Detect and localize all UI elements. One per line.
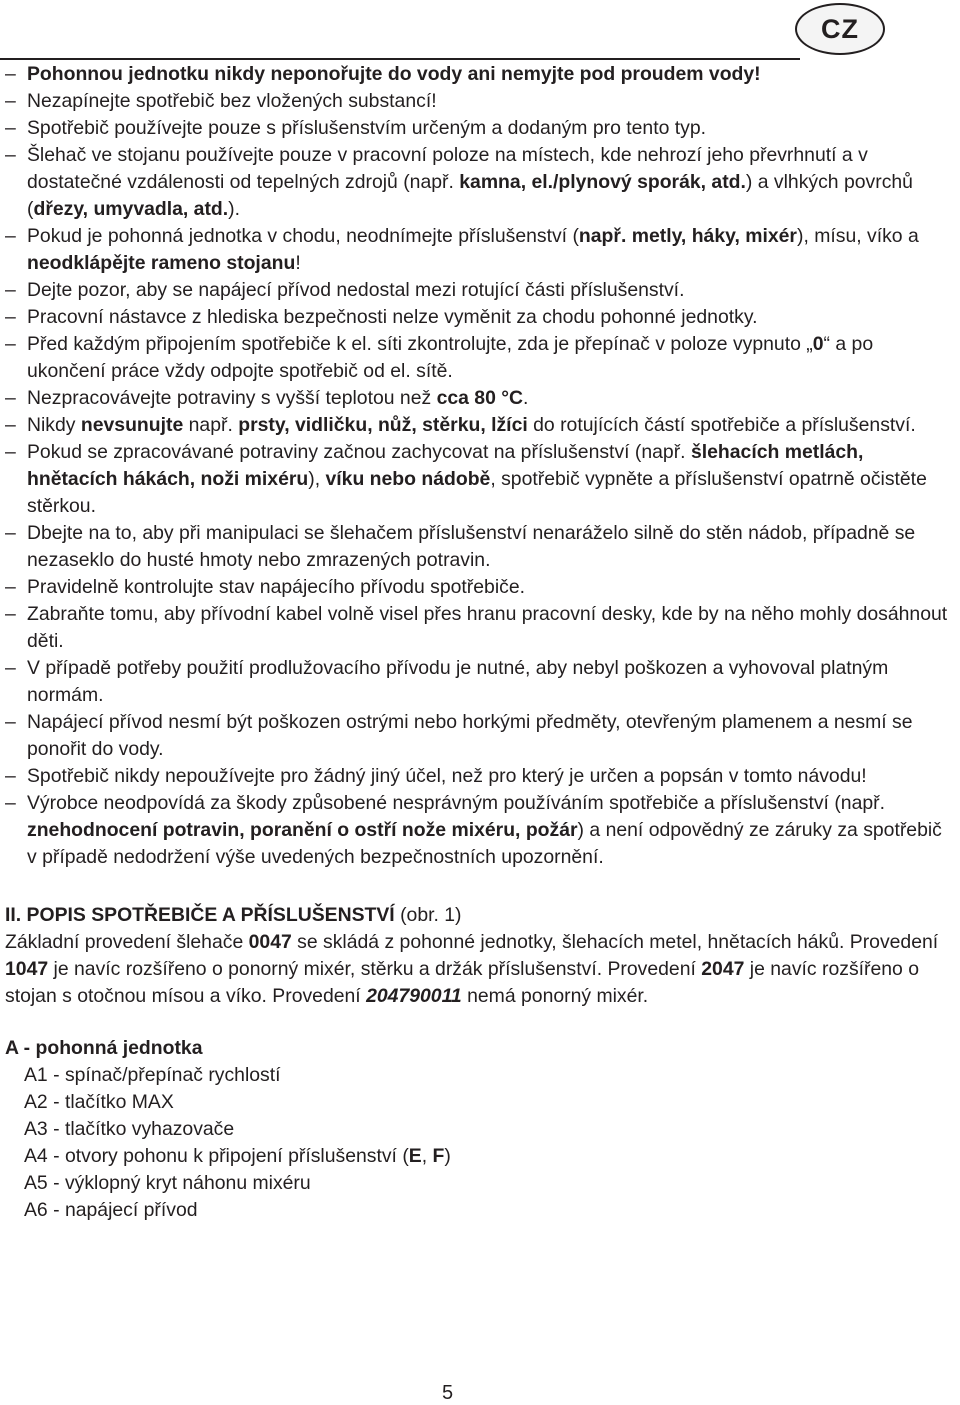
safety-item: – Pohonnou jednotku nikdy neponořujte do vody ani nemyjte pod proudem vody!: [5, 61, 950, 88]
parts-list: [5, 1062, 950, 1224]
parts-list-item: A1 - spínač/přepínač rychlostí: [24, 1064, 281, 1086]
safety-item: – Spotřebič používejte pouze s příslušenstvím určeným a dodaným pro tento typ.: [5, 115, 950, 142]
safety-item: – Dejte pozor, aby se napájecí přívod nedostal mezi rotující části příslušenství.: [5, 277, 950, 304]
safety-item: – Napájecí přívod nesmí být poškozen ostrými nebo horkými předměty, otevřeným plamenem a nesmí se ponořit do vody.: [5, 709, 950, 763]
language-badge: CZ: [795, 3, 885, 55]
safety-item: – Nikdy nevsunujte např. prsty, vidličku, nůž, stěrku, lžíci do rotujících částí spotřebiče a příslušenství.: [5, 412, 950, 439]
page-content: [5, 61, 950, 1224]
safety-item: – Nezpracovávejte potraviny s vyšší teplotou než cca 80 °C.: [5, 385, 950, 412]
safety-item: – Spotřebič nikdy nepoužívejte pro žádný jiný účel, než pro který je určen a popsán v tomto návodu!: [5, 763, 950, 790]
safety-item: – Výrobce neodpovídá za škody způsobené nesprávným používáním spotřebiče a příslušenství (např. znehodnocení potravin, poranění o ostří nože mixéru, požár) a není odpovědný ze záruky za spotřebič v případě nedodržení výše uvedených bezpečnostních upozornění.: [5, 790, 950, 871]
section-description: Základní provedení šlehače 0047 se skládá z pohonné jednotky, šlehacích metel, hnětacích háků. Provedení 1047 je navíc rozšířeno o ponorný mixér, stěrku a držák příslušenství. Provedení 2047 je navíc rozšířeno o stojan s otočnou mísou a víko. Provedení 204790011 nemá ponorný mixér.: [5, 931, 939, 1007]
parts-subheading: A - pohonná jednotka: [5, 1037, 203, 1059]
safety-item: – Šlehač ve stojanu používejte pouze v pracovní poloze na místech, kde nehrozí jeho převrhnutí a v dostatečné vzdálenosti od tepelných zdrojů (např. kamna, el./plynový sporák, atd.) a vlhkých povrchů (dřezy, umyvadla, atd.).: [5, 142, 950, 223]
page-number: 5: [441, 1382, 454, 1404]
safety-item: – V případě potřeby použití prodlužovacího přívodu je nutné, aby nebyl poškozen a vyhovoval platným normám.: [5, 655, 950, 709]
parts-list-item: A6 - napájecí přívod: [24, 1199, 198, 1221]
header-rule: [0, 58, 800, 60]
parts-list-item: A4 - otvory pohonu k připojení příslušenství (E, F): [24, 1145, 451, 1167]
parts-list-item: A3 - tlačítko vyhazovače: [24, 1118, 235, 1140]
safety-item: – Pracovní nástavce z hlediska bezpečnosti nelze vyměnit za chodu pohonné jednotky.: [5, 304, 950, 331]
safety-item: – Nezapínejte spotřebič bez vložených substancí!: [5, 88, 950, 115]
safety-instructions-list: [5, 61, 950, 871]
safety-item: – Před každým připojením spotřebiče k el. síti zkontrolujte, zda je přepínač v poloze vypnuto „0“ a po ukončení práce vždy odpojte spotřebič od el. sítě.: [5, 331, 950, 385]
parts-list-item: A5 - výklopný kryt náhonu mixéru: [24, 1172, 311, 1194]
safety-item: – Pravidelně kontrolujte stav napájecího přívodu spotřebiče.: [5, 574, 950, 601]
safety-item: – Dbejte na to, aby při manipulaci se šlehačem příslušenství nenaráželo silně do stěn nádob, případně se nezaseklo do husté hmoty nebo zmrazených potravin.: [5, 520, 950, 574]
safety-item: – Zabraňte tomu, aby přívodní kabel volně visel přes hranu pracovní desky, kde by na něho mohly dosáhnout děti.: [5, 601, 950, 655]
safety-item: – Pokud je pohonná jednotka v chodu, neodnímejte příslušenství (např. metly, háky, mixér), mísu, víko a neodklápějte rameno stojanu!: [5, 223, 950, 277]
parts-list-item: A2 - tlačítko MAX: [24, 1091, 174, 1113]
safety-item: – Pokud se zpracovávané potraviny začnou zachycovat na příslušenství (např. šlehacích metlách, hnětacích hákách, noži mixéru), víku nebo nádobě, spotřebič vypněte a příslušenství opatrně očistěte stěrkou.: [5, 439, 950, 520]
section-title: II. POPIS SPOTŘEBIČE A PŘÍSLUŠENSTVÍ (obr. 1): [5, 904, 462, 926]
